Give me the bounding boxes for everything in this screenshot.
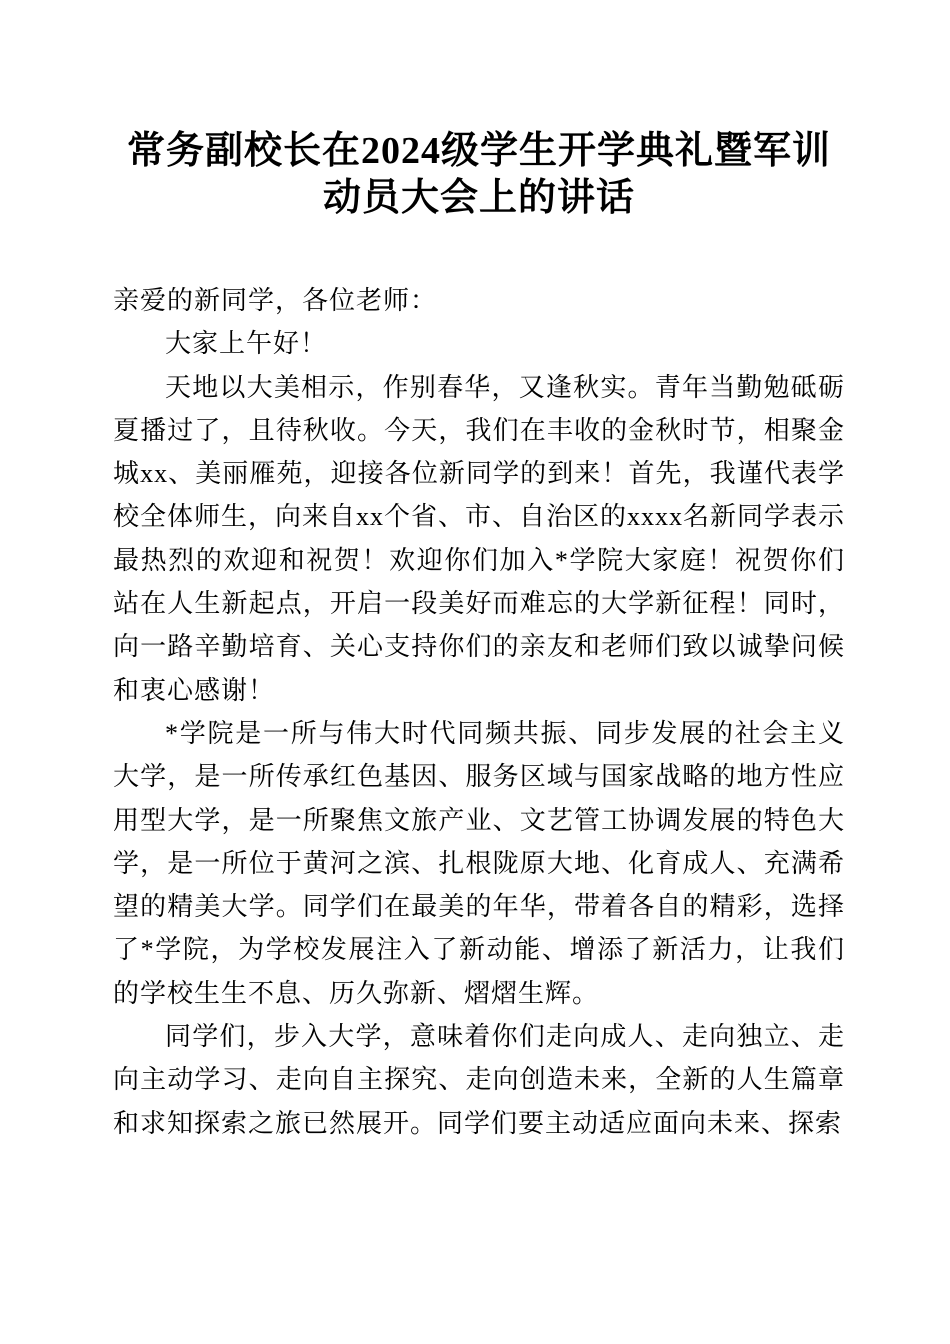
paragraph-3: 天地以大美相示，作别春华，又逢秋实。青年当勤勉砥砺夏播过了，且待秋收。今天，我们在丰收的金秋时节，相聚金城xx、美丽雁苑，迎接各位新同学的到来！首先，我谨代表学校全体师生，向来自xx个省、市、自治区的xxxx名新同学表示最热烈的欢迎和祝贺！欢迎你们加入*学院大家庭！祝贺你们站在人生新起点，开启一段美好而难忘的大学新征程！同时，向一路辛勤培育、关心支持你们的亲友和老师们致以诚挚问候和衷心感谢！ bbox=[113, 372, 846, 705]
document-body bbox=[113, 279, 845, 1145]
paragraph-1: 亲爱的新同学，各位老师： bbox=[113, 286, 438, 315]
paragraph-4: *学院是一所与伟大时代同频共振、同步发展的社会主义大学，是一所传承红色基因、服务区域与国家战略的地方性应用型大学，是一所聚焦文旅产业、文艺管工协调发展的特色大学，是一所位于黄河之滨、扎根陇原大地、化育成人、充满希望的精美大学。同学们在最美的年华，带着各自的精彩，选择了*学院，为学校发展注入了新动能、增添了新活力，让我们的学校生生不息、历久弥新、熠熠生辉。 bbox=[113, 718, 845, 1008]
document-title: 常务副校长在2024级学生开学典礼暨军训动员大会上的讲话 bbox=[126, 130, 831, 219]
paragraph-2: 大家上午好！ bbox=[165, 329, 328, 359]
paragraph-5: 同学们，步入大学，意味着你们走向成人、走向独立、走向主动学习、走向自主探究、走向创造未来，全新的人生篇章和求知探索之旅已然展开。同学们要主动适应面向未来、探索 bbox=[113, 1022, 845, 1138]
